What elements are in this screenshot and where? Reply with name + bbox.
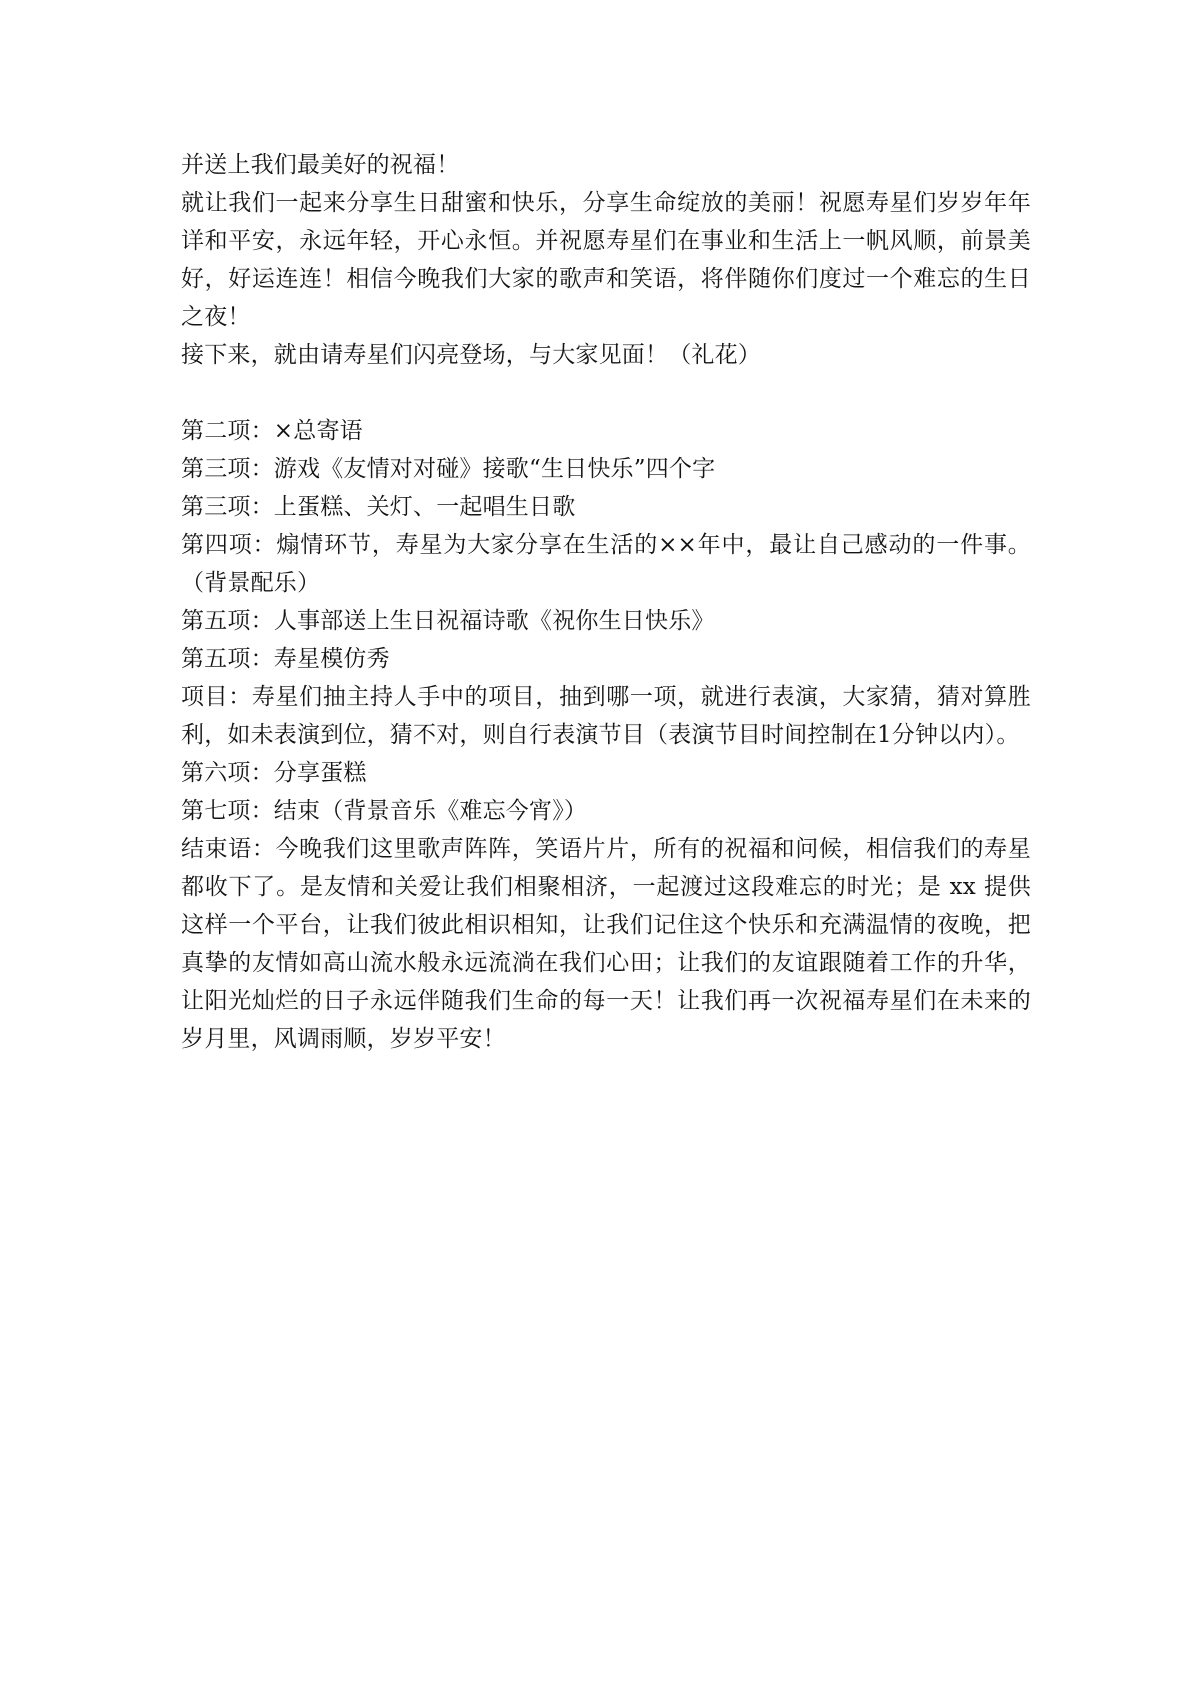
program-item-5-imitation: 第五项：寿星模仿秀: [181, 646, 390, 672]
paragraph-blessing-wishes: 就让我们一起来分享生日甜蜜和快乐，分享生命绽放的美丽！祝愿寿星们岁岁年年详和平安，永远年轻，开心永恒。并祝愿寿星们在事业和生活上一帆风顺，前景美好，好运连连！相信今晚我们大家的歌声和笑语，将伴随你们度过一个难忘的生日之夜！: [181, 190, 1031, 330]
paragraph-birthday-stars-entrance: 接下来，就由请寿星们闪亮登场，与大家见面！（礼花）: [181, 342, 761, 368]
document-body: [181, 146, 1031, 1058]
closing-remarks: 结束语：今晚我们这里歌声阵阵，笑语片片，所有的祝福和问候，相信我们的寿星都收下了。是友情和关爱让我们相聚相济，一起渡过这段难忘的时光；是 xx 提供这样一个平台，让我们彼此相识相知，让我们记住这个快乐和充满温情的夜晚，把真挚的友情如高山流水般永远流淌在我们心田；让我们的友谊跟随着工作的升华，让阳光灿烂的日子永远伴随我们生命的每一天！让我们再一次祝福寿星们在未来的岁月里，风调雨顺，岁岁平安！: [181, 836, 1031, 1052]
paragraph-blessing-intro: 并送上我们最美好的祝福！: [181, 152, 460, 178]
program-item-6: 第六项：分享蛋糕: [181, 760, 367, 786]
program-item-7: 第七项：结束（背景音乐《难忘今宵》）: [181, 798, 588, 824]
program-item-5-poem: 第五项：人事部送上生日祝福诗歌《祝你生日快乐》: [181, 608, 715, 634]
program-item-rules: 项目：寿星们抽主持人手中的项目，抽到哪一项，就进行表演，大家猜，猜对算胜利，如未表演到位，猜不对，则自行表演节目（表演节目时间控制在1分钟以内）。: [181, 684, 1031, 748]
program-item-3-cake: 第三项：上蛋糕、关灯、一起唱生日歌: [181, 494, 576, 520]
program-item-4: 第四项：煽情环节，寿星为大家分享在生活的××年中，最让自己感动的一件事。（背景配乐）: [181, 532, 1031, 596]
program-item-2: 第二项：×总寄语: [181, 418, 363, 444]
paragraph-spacer: [181, 374, 1031, 412]
program-item-3-game: 第三项：游戏《友情对对碰》接歌“生日快乐”四个字: [181, 456, 716, 482]
